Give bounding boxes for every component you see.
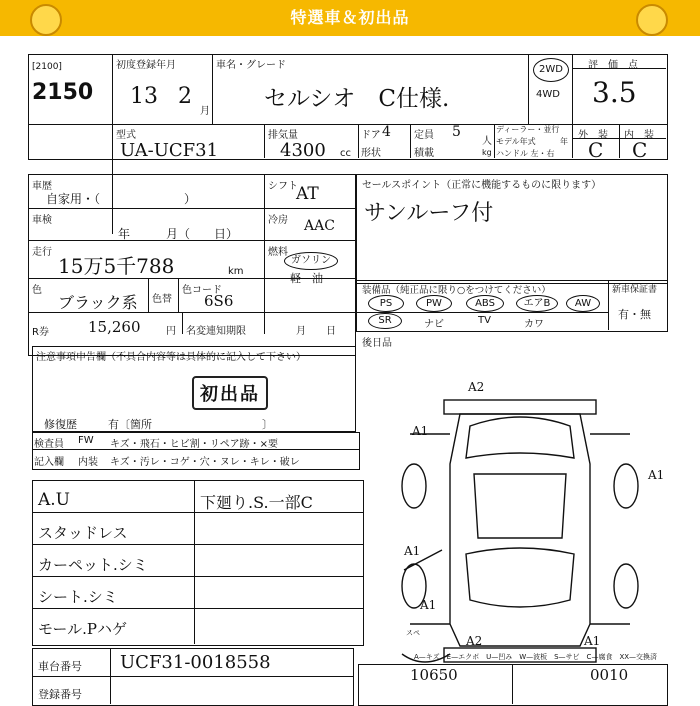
drive-4wd: 4WD [536, 89, 560, 100]
history-label: 車歴 [32, 181, 52, 192]
repair-label: 修復歴 [44, 418, 77, 431]
reg-label: 初度登録年月 [116, 60, 176, 71]
namechange-label: 名変連知期限 [186, 326, 246, 337]
inspector-label-1: 検査員 [34, 439, 64, 450]
price-value-1: 10650 [410, 666, 458, 684]
color-label: 色 [32, 285, 42, 296]
equip-navi: ナビ [424, 319, 444, 330]
equip-pw: PW [416, 295, 452, 312]
mark-a1-left-mid: A1 [404, 544, 421, 558]
interior-label: 内 装 [624, 130, 654, 141]
inspector-fw-text: キズ・飛石・ヒビ割・リペア跡・×要 [110, 439, 278, 450]
remark-left-5: モール.Pハゲ [38, 620, 127, 638]
model-year-unit: 年 [560, 137, 568, 146]
score-label: 評 価 点 [588, 60, 638, 71]
warranty-value: 有・無 [618, 308, 651, 321]
mileage-label: 走行 [32, 247, 52, 258]
model-label: 型式 [116, 130, 136, 141]
ac-label: 冷房 [268, 215, 288, 226]
mark-a2-bottom: A2 [466, 634, 483, 648]
mileage-value: 15万5千788 [58, 254, 175, 278]
ac-value: AAC [304, 218, 335, 234]
disp-unit: cc [340, 148, 351, 159]
equipment-label: 装備品（純正品に限り○をつけてください） [362, 285, 551, 296]
shape-label: 形状 [361, 148, 381, 159]
banner-title: 特選車＆初出品 [290, 8, 410, 27]
price-value-2: 0010 [590, 666, 629, 684]
inspect-label: 車検 [32, 215, 52, 226]
disp-label: 排気量 [268, 130, 298, 141]
fuel-gasoline: ガソリン [284, 252, 338, 270]
shift-label: シフト [268, 181, 298, 192]
damage-diagram [374, 374, 666, 670]
mark-a1-bottom: A1 [584, 634, 601, 648]
model-year-label: モデル年式 [496, 137, 536, 146]
capacity-label: 定員 [414, 130, 434, 141]
inspector-label-2: 記入欄 [34, 457, 64, 468]
door-label: ドア [361, 130, 381, 141]
rear-seat-label: 後日品 [362, 338, 392, 349]
mark-a1-left-rear: A1 [420, 598, 437, 612]
remark-left-3: カーペット.シミ [38, 556, 148, 574]
exterior-grade: C [588, 138, 604, 162]
recycle-label: R券 [32, 327, 49, 338]
capacity-unit: 人 [482, 136, 492, 147]
mileage-unit: km [228, 266, 244, 277]
equip-sr: SR [368, 313, 402, 329]
selling-value: サンルーフ付 [364, 201, 494, 226]
capacity-value: 5 [452, 124, 461, 140]
drive-2wd: 2WD [533, 58, 569, 82]
chassis-value: UCF31-0018558 [120, 652, 271, 673]
reg-month: 2 [178, 84, 192, 109]
reg-month-unit: 月 [200, 106, 210, 117]
remark-left-4: シート.シミ [38, 588, 118, 606]
score-value: 3.5 [592, 76, 637, 109]
remark-right-1: 下廻り.S.一部C [200, 493, 313, 512]
load-label: 積載 [414, 148, 434, 159]
auction-sheet [28, 44, 668, 700]
remark-left-1: A.U [38, 490, 71, 510]
handle-label: ハンドル 左・右 [496, 149, 555, 158]
equip-tv: TV [478, 315, 491, 326]
tone-label: 色替 [152, 294, 172, 305]
mark-a1-left-front: A1 [412, 424, 429, 438]
equip-abs: ABS [466, 295, 504, 312]
exterior-label: 外 装 [578, 130, 608, 141]
equip-aw: AW [566, 295, 600, 312]
color-value: ブラック系 [58, 293, 138, 312]
interior-grade: C [632, 138, 648, 162]
inspector-interior-text: キズ・汚レ・コゲ・穴・ヌレ・キレ・破レ [110, 457, 300, 468]
colorno-value: 6S6 [204, 292, 234, 310]
chassis-label: 車台番号 [38, 660, 82, 673]
load-unit: kg [482, 148, 492, 157]
door-value: 4 [382, 124, 391, 140]
colorno-label: 色コード [182, 285, 222, 296]
damage-legend: A—キズ E—エクボ U—凹み W—波板 S—サビ C—腐食 XX—交換済 [414, 653, 658, 661]
spare-label: スペ [406, 629, 420, 637]
namechange-value: 月 日 [296, 326, 336, 337]
warranty-label: 新車保証書 [612, 285, 658, 295]
lot-code: [2100] [32, 62, 62, 72]
shift-value: AT [296, 184, 319, 204]
equip-ps: PS [368, 295, 404, 312]
fuel-label: 燃料 [268, 247, 288, 258]
notes-header: 注意事項申告欄（不具合内容等は具体的に記入して下さい） [36, 352, 306, 363]
car-name: セルシオ C仕様. [264, 86, 450, 112]
inspector-interior: 内装 [78, 457, 98, 468]
model-value: UA-UCF31 [120, 140, 219, 161]
selling-label: セールスポイント（正常に機能するものに限ります） [362, 180, 602, 191]
recycle-unit: 円 [166, 326, 176, 337]
disp-value: 4300 [280, 140, 326, 161]
inspect-value: 年 月（ 日） [118, 227, 239, 241]
reg-year: 13 [130, 84, 158, 109]
reg-no-label: 登録番号 [38, 688, 82, 701]
name-label: 車名・グレード [216, 60, 286, 71]
repair-value: 有〔箇所 〕 [108, 418, 273, 431]
equip-airbag: エアB [516, 295, 558, 312]
fuel-diesel: 軽 油 [290, 272, 323, 285]
history-value: 自家用・（ ） [46, 192, 197, 206]
recycle-value: 15,260 [88, 318, 141, 336]
inspector-fw: FW [78, 435, 94, 446]
remark-left-2: スタッドレス [38, 524, 128, 542]
dealer-label: ディーラー・並行 [496, 125, 560, 134]
mark-a1-right: A1 [648, 468, 665, 482]
mark-a2-top: A2 [468, 380, 485, 394]
equip-leather: カワ [524, 319, 544, 330]
first-listing-stamp: 初出品 [192, 376, 268, 410]
lot-number: 2150 [32, 80, 94, 105]
